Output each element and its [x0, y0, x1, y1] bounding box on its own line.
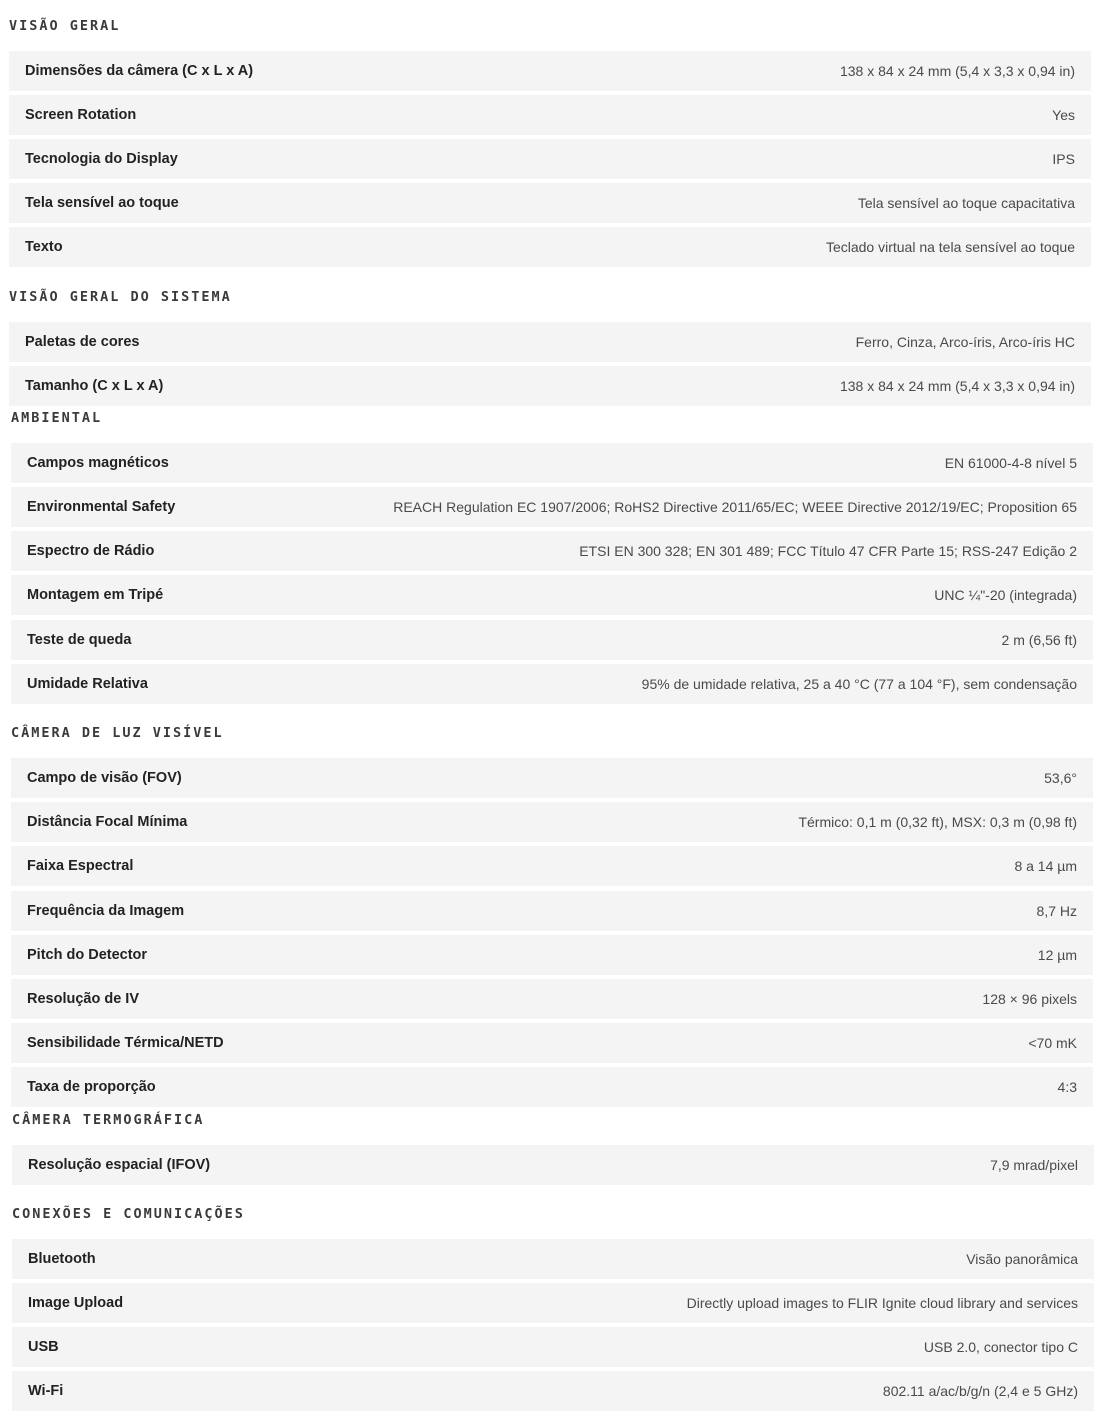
spec-row [12, 1283, 1094, 1323]
spec-row [11, 575, 1093, 615]
spec-value: REACH Regulation EC 1907/2006; RoHS2 Directive 2011/65/EC; WEEE Directive 2012/19/EC; Proposition 65 [393, 499, 1077, 515]
spec-row [9, 95, 1091, 135]
spec-label: Tamanho (C x L x A) [25, 378, 164, 394]
spec-value: IPS [1052, 151, 1075, 167]
spec-row [11, 664, 1093, 704]
spec-value: Tela sensível ao toque capacitativa [857, 195, 1075, 211]
spec-label: Tela sensível ao toque [25, 195, 179, 211]
spec-row [11, 487, 1093, 527]
spec-row [11, 758, 1093, 798]
spec-label: Texto [25, 239, 63, 255]
spec-label: Montagem em Tripé [27, 587, 164, 603]
spec-value: Teclado virtual na tela sensível ao toque [825, 239, 1075, 255]
section-title: VISÃO GERAL DO SISTEMA [9, 289, 232, 305]
spec-label: Campo de visão (FOV) [27, 770, 182, 786]
spec-label: Distância Focal Mínima [27, 814, 188, 830]
spec-value: 12 µm [1037, 947, 1077, 963]
spec-value: 4:3 [1057, 1079, 1077, 1095]
spec-value: 7,9 mrad/pixel [990, 1157, 1078, 1173]
section-title: CÂMERA DE LUZ VISÍVEL [11, 725, 224, 741]
spec-row [12, 1371, 1094, 1411]
spec-value: 8 a 14 µm [1014, 858, 1077, 874]
spec-value: 138 x 84 x 24 mm (5,4 x 3,3 x 0,94 in) [839, 378, 1075, 394]
spec-value: Térmico: 0,1 m (0,32 ft), MSX: 0,3 m (0,98 ft) [798, 814, 1077, 830]
spec-label: Teste de queda [27, 632, 132, 648]
spec-value: 53,6° [1044, 770, 1077, 786]
spec-row [12, 1327, 1094, 1367]
spec-label: Dimensões da câmera (C x L x A) [25, 63, 254, 79]
spec-label: Tecnologia do Display [25, 151, 178, 167]
spec-label: Bluetooth [28, 1251, 96, 1267]
spec-value: 128 × 96 pixels [982, 991, 1077, 1007]
spec-row [9, 51, 1091, 91]
spec-value: 95% de umidade relativa, 25 a 40 °C (77 a 104 °F), sem condensação [641, 676, 1077, 692]
spec-value: Visão panorâmica [966, 1251, 1078, 1267]
spec-value: Yes [1052, 107, 1075, 123]
spec-row [11, 1067, 1093, 1107]
spec-label: USB [28, 1339, 59, 1355]
section-title: CONEXÕES E COMUNICAÇÕES [12, 1206, 245, 1222]
spec-label: Pitch do Detector [27, 947, 148, 963]
spec-label: Taxa de proporção [27, 1079, 156, 1095]
spec-row [12, 1145, 1094, 1185]
spec-value: <70 mK [1028, 1035, 1077, 1051]
section-title: VISÃO GERAL [9, 18, 121, 34]
spec-row [11, 979, 1093, 1019]
spec-label: Frequência da Imagem [27, 903, 185, 919]
spec-row [11, 846, 1093, 886]
spec-row [9, 366, 1091, 406]
spec-label: Paletas de cores [25, 334, 140, 350]
spec-label: Resolução espacial (IFOV) [28, 1157, 211, 1173]
spec-row [11, 531, 1093, 571]
spec-row [9, 139, 1091, 179]
spec-label: Wi-Fi [28, 1383, 64, 1399]
spec-label: Resolução de IV [27, 991, 140, 1007]
spec-row [11, 935, 1093, 975]
spec-label: Espectro de Rádio [27, 543, 155, 559]
spec-row [12, 1239, 1094, 1279]
spec-row [11, 891, 1093, 931]
spec-row [9, 183, 1091, 223]
spec-value: Directly upload images to FLIR Ignite cloud library and services [686, 1295, 1078, 1311]
spec-label: Environmental Safety [27, 499, 176, 515]
spec-row [9, 322, 1091, 362]
spec-label: Image Upload [28, 1295, 124, 1311]
spec-value: ETSI EN 300 328; EN 301 489; FCC Título 47 CFR Parte 15; RSS-247 Edição 2 [579, 543, 1077, 559]
spec-label: Screen Rotation [25, 107, 137, 123]
spec-value: 8,7 Hz [1036, 903, 1077, 919]
spec-row [11, 443, 1093, 483]
spec-value: 138 x 84 x 24 mm (5,4 x 3,3 x 0,94 in) [839, 63, 1075, 79]
spec-row [9, 227, 1091, 267]
spec-value: UNC ¼"-20 (integrada) [934, 587, 1077, 603]
section-title: AMBIENTAL [11, 410, 103, 426]
section-title: CÂMERA TERMOGRÁFICA [12, 1112, 205, 1128]
spec-row [11, 802, 1093, 842]
spec-label: Sensibilidade Térmica/NETD [27, 1035, 224, 1051]
spec-label: Umidade Relativa [27, 676, 148, 692]
spec-value: USB 2.0, conector tipo C [923, 1339, 1078, 1355]
spec-row [11, 620, 1093, 660]
spec-value: EN 61000-4-8 nível 5 [944, 455, 1077, 471]
spec-value: Ferro, Cinza, Arco-íris, Arco-íris HC [855, 334, 1075, 350]
spec-label: Faixa Espectral [27, 858, 134, 874]
spec-row [11, 1023, 1093, 1063]
spec-label: Campos magnéticos [27, 455, 169, 471]
spec-value: 802.11 a/ac/b/g/n (2,4 e 5 GHz) [882, 1383, 1078, 1399]
spec-value: 2 m (6,56 ft) [1001, 632, 1077, 648]
